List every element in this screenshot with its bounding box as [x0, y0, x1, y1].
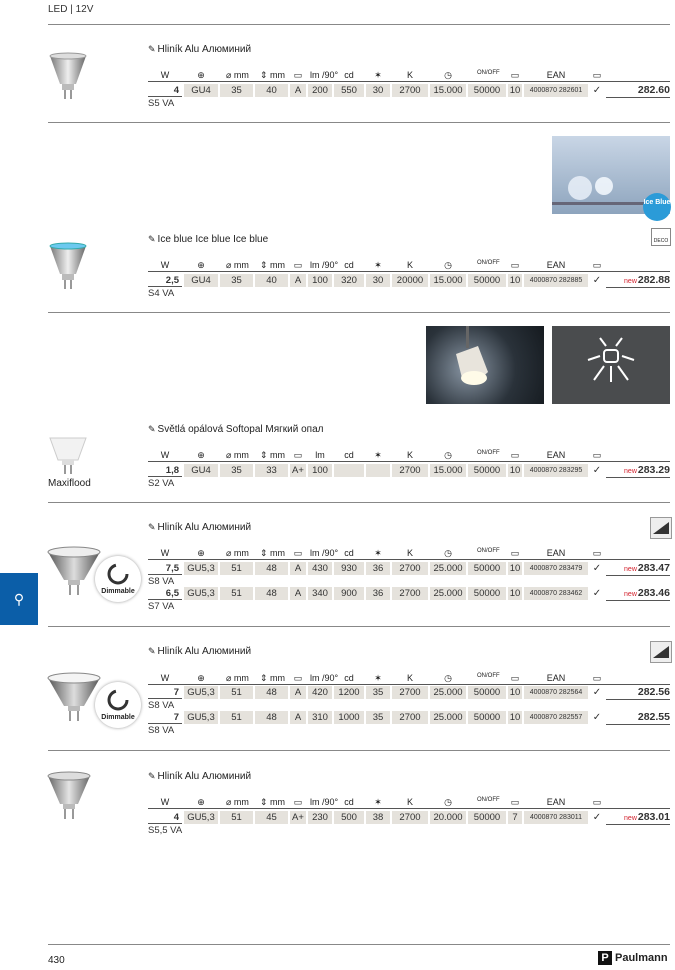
section-divider	[48, 626, 670, 627]
cell-cycles: 50000	[468, 84, 506, 97]
cell-h: 45	[255, 811, 288, 824]
cell-ean: 4000870 283462	[524, 587, 588, 600]
cell-lm: 230	[308, 811, 332, 824]
cell-pack: 10	[509, 275, 521, 286]
article-number: 282.55	[637, 711, 670, 723]
cell-d: 51	[220, 711, 253, 724]
cell-socket: GU5,3	[184, 562, 218, 575]
column-header-cell: ▭	[293, 797, 303, 807]
column-header-cell: EAN	[546, 450, 566, 460]
column-header-cell: cd	[344, 450, 354, 460]
column-header-cell: ✶	[374, 548, 382, 558]
cell-w: 7	[148, 686, 182, 699]
cell-ean: 4000870 283295	[524, 464, 588, 477]
lamp-image-mr11-alu	[48, 52, 88, 107]
column-header-cell: K	[406, 548, 413, 558]
power-consumption-label: S2 VA	[148, 478, 175, 489]
column-header-cell: ⌀ mm	[226, 450, 249, 460]
lamp-image-maxiflood	[48, 436, 88, 481]
column-header-cell: ⌀ mm	[226, 548, 249, 558]
check-icon: ✓	[590, 464, 604, 477]
cell-pack: 10	[509, 85, 521, 96]
section-divider	[48, 122, 670, 123]
cell-d: 51	[220, 562, 253, 575]
cell-life: 25.000	[430, 711, 466, 724]
cell-cd: 320	[334, 274, 364, 287]
new-badge: new	[624, 591, 637, 598]
cell-ean: 4000870 283011	[524, 811, 588, 824]
column-header-cell: ▭	[510, 673, 520, 683]
cell-cls: A	[290, 686, 306, 699]
cell-cls: A	[290, 84, 306, 97]
cell-ean: 4000870 282601	[524, 84, 588, 97]
header-divider	[48, 24, 670, 25]
column-header-cell: lm /90°	[310, 70, 339, 80]
column-header-cell: ▭	[510, 450, 520, 460]
column-header-cell: ▭	[293, 260, 303, 270]
column-header-cell: K	[406, 673, 413, 683]
column-header-cell: ▭	[510, 548, 520, 558]
column-header-cell: lm /90°	[310, 797, 339, 807]
lamp-image-gu53-alu	[46, 770, 92, 827]
column-header-cell: ✶	[374, 673, 382, 683]
cell-lm: 340	[308, 587, 332, 600]
cell-cycles: 50000	[468, 711, 506, 724]
column-header-cell: ▭	[510, 70, 520, 80]
cell-k: 2700	[392, 686, 428, 699]
cell-angle: 35	[366, 711, 390, 724]
cell-angle: 30	[366, 84, 390, 97]
cell-cls: A	[290, 562, 306, 575]
cell-lm: 200	[308, 84, 332, 97]
section-title: ✎ Hliník Alu Алюминий	[148, 646, 252, 657]
cell-cycles: 50000	[468, 686, 506, 699]
cell-life: 15.000	[430, 464, 466, 477]
column-header-cell: W	[160, 673, 170, 683]
cell-lm: 310	[308, 711, 332, 724]
column-header-cell: lm /90°	[310, 260, 339, 270]
power-consumption-label: S8 VA	[148, 725, 175, 736]
column-header-cell: ◷	[444, 450, 452, 460]
cell-cd	[334, 464, 364, 477]
column-header-cell: ▭	[293, 548, 303, 558]
cell-price	[606, 464, 670, 478]
section-divider	[48, 312, 670, 313]
cell-k: 2700	[392, 587, 428, 600]
cell-cls: A	[290, 711, 306, 724]
power-consumption-label: S7 VA	[148, 601, 175, 612]
cell-price	[606, 811, 670, 825]
pen-icon: ✎	[148, 234, 156, 244]
column-header-cell: ⌀ mm	[226, 673, 249, 683]
cell-socket: GU5,3	[184, 811, 218, 824]
pen-icon: ✎	[148, 771, 156, 781]
column-header-cell: ON/OFF	[477, 450, 500, 456]
pen-icon: ✎	[148, 522, 156, 532]
cell-cd: 1000	[334, 711, 364, 724]
cell-w: 4	[148, 84, 182, 97]
softopal-photo	[426, 326, 544, 404]
cell-life: 25.000	[430, 686, 466, 699]
cell-d: 35	[220, 464, 253, 477]
column-header-cell: ◷	[444, 260, 452, 270]
cell-life: 15.000	[430, 84, 466, 97]
dimmer-icon	[650, 641, 672, 663]
cell-h: 40	[255, 84, 288, 97]
section-divider	[48, 502, 670, 503]
cell-k: 2700	[392, 562, 428, 575]
section-title: ✎ Hliník Alu Алюминий	[148, 771, 252, 782]
column-header-cell: ◷	[444, 548, 452, 558]
cell-lm: 100	[308, 274, 332, 287]
column-header-cell: W	[160, 548, 170, 558]
pen-icon: ✎	[148, 424, 156, 434]
column-header-cell: ⌀ mm	[226, 260, 249, 270]
power-consumption-label: S5,5 VA	[148, 825, 183, 836]
cell-pack: 7	[508, 811, 522, 824]
cell-socket: GU5,3	[184, 686, 218, 699]
cell-d: 35	[220, 84, 253, 97]
power-consumption-label: S8 VA	[148, 700, 175, 711]
cell-socket: GU4	[184, 274, 218, 287]
cell-cycles: 50000	[468, 587, 506, 600]
cell-lm: 420	[308, 686, 332, 699]
cell-pack: 10	[509, 465, 521, 476]
power-consumption-label: S5 VA	[148, 98, 175, 109]
cell-ean: 4000870 283479	[524, 562, 588, 575]
cell-w: 7	[148, 711, 182, 724]
cell-k: 20000	[392, 274, 428, 287]
column-header-cell: ⌀ mm	[226, 797, 249, 807]
column-header-cell: ON/OFF	[477, 797, 500, 803]
column-header-cell: cd	[344, 70, 354, 80]
article-number: 283.01	[637, 811, 670, 823]
column-header-cell: ▭	[592, 673, 602, 683]
column-header-cell: ✶	[374, 260, 382, 270]
column-header-cell: W	[160, 450, 170, 460]
article-number: 283.46	[637, 587, 670, 599]
new-badge: new	[624, 815, 637, 822]
cell-w: 1,8	[148, 464, 182, 477]
column-header-cell: ⇕ mm	[260, 260, 286, 270]
column-header-cell: lm	[315, 450, 325, 460]
check-icon: ✓	[590, 686, 604, 699]
column-header-cell: ⊕	[197, 548, 205, 558]
footer-divider	[48, 944, 670, 945]
lamp-icon: ⚲	[13, 591, 25, 607]
cell-ean: 4000870 282885	[524, 274, 588, 287]
new-badge: new	[624, 278, 637, 285]
cell-w: 2,5	[148, 274, 182, 287]
check-icon: ✓	[590, 274, 604, 287]
cell-h: 33	[255, 464, 288, 477]
column-header-cell: W	[160, 70, 170, 80]
dimmable-badge: Dimmable	[95, 682, 141, 728]
column-header-cell: ▭	[592, 450, 602, 460]
column-header-cell: ✶	[374, 70, 382, 80]
column-header-cell: cd	[344, 548, 354, 558]
cell-pack: 10	[509, 563, 521, 574]
cell-cd: 900	[334, 587, 364, 600]
lamp-image-gu53-dimmable-2	[46, 672, 102, 729]
column-header-cell: EAN	[546, 548, 566, 558]
cell-k: 2700	[392, 84, 428, 97]
column-header-cell: EAN	[546, 70, 566, 80]
column-header-cell: ⇕ mm	[260, 450, 286, 460]
cell-cd: 550	[334, 84, 364, 97]
cell-price	[606, 274, 670, 288]
column-header-cell: ▭	[592, 797, 602, 807]
column-header-cell: W	[160, 797, 170, 807]
cell-socket: GU4	[184, 464, 218, 477]
cell-ean: 4000870 282557	[524, 711, 588, 724]
column-header-cell: ▭	[293, 673, 303, 683]
new-badge: new	[624, 468, 637, 475]
brand-mark-icon: P	[598, 951, 612, 965]
ice-blue-badge: Ice Blue	[643, 193, 671, 221]
check-icon: ✓	[590, 84, 604, 97]
brand-logo: P Paulmann	[598, 951, 668, 965]
cell-h: 48	[255, 562, 288, 575]
cell-cd: 930	[334, 562, 364, 575]
column-header-cell: cd	[344, 673, 354, 683]
cell-socket: GU5,3	[184, 587, 218, 600]
cell-w: 7,5	[148, 562, 182, 575]
cell-d: 35	[220, 274, 253, 287]
column-header-cell: ▭	[510, 797, 520, 807]
cell-cls: A	[290, 587, 306, 600]
check-icon: ✓	[590, 811, 604, 824]
cell-life: 25.000	[430, 587, 466, 600]
column-header-cell: ▭	[592, 260, 602, 270]
check-icon: ✓	[590, 711, 604, 724]
cell-d: 51	[220, 811, 253, 824]
cell-cd: 1200	[334, 686, 364, 699]
column-header-cell: ⇕ mm	[260, 673, 286, 683]
cell-k: 2700	[392, 711, 428, 724]
cell-angle: 38	[366, 811, 390, 824]
section-title: ✎ Světlá opálová Softopal Мягкий опал	[148, 424, 324, 435]
column-header-cell: K	[406, 260, 413, 270]
column-header-cell: W	[160, 260, 170, 270]
cell-price	[606, 711, 670, 725]
column-header-cell: ▭	[592, 70, 602, 80]
cell-life: 15.000	[430, 274, 466, 287]
cell-cls: A+	[290, 464, 306, 477]
column-header-cell: ✶	[374, 797, 382, 807]
cell-price	[606, 587, 670, 601]
cell-cd: 500	[334, 811, 364, 824]
cell-h: 48	[255, 587, 288, 600]
column-header-cell: EAN	[546, 673, 566, 683]
column-header-cell: ⊕	[197, 450, 205, 460]
article-number: 282.56	[637, 686, 670, 698]
cell-angle: 35	[366, 686, 390, 699]
page-number: 430	[48, 955, 65, 966]
cell-cycles: 50000	[468, 562, 506, 575]
column-header-cell: EAN	[546, 260, 566, 270]
cell-w: 6,5	[148, 587, 182, 600]
lamp-image-gu53-dimmable	[46, 546, 102, 603]
column-header-cell: ◷	[444, 70, 452, 80]
dimmable-badge: Dimmable	[95, 556, 141, 602]
pen-icon: ✎	[148, 44, 156, 54]
cell-angle: 30	[366, 274, 390, 287]
cell-pack: 10	[509, 588, 521, 599]
section-divider	[48, 750, 670, 751]
column-header-cell: ON/OFF	[477, 548, 500, 554]
cell-life: 20.000	[430, 811, 466, 824]
cell-angle	[366, 464, 390, 477]
cell-socket: GU5,3	[184, 711, 218, 724]
cell-d: 51	[220, 686, 253, 699]
product-name-maxiflood: Maxiflood	[48, 478, 91, 489]
column-header-cell: ON/OFF	[477, 673, 500, 679]
column-header-cell: EAN	[546, 797, 566, 807]
cell-lm: 100	[308, 464, 332, 477]
maxiflood-icon-photo	[552, 326, 670, 404]
cell-ean: 4000870 282564	[524, 686, 588, 699]
column-header-cell: ⊕	[197, 260, 205, 270]
column-header-cell: K	[406, 450, 413, 460]
column-header-cell: ON/OFF	[477, 260, 500, 266]
column-header-cell: ▭	[293, 450, 303, 460]
cell-k: 2700	[392, 464, 428, 477]
column-header-cell: ▭	[293, 70, 303, 80]
cell-cls: A	[290, 274, 306, 287]
check-icon: ✓	[590, 562, 604, 575]
page-header: LED | 12V	[48, 4, 94, 15]
dimmer-icon	[650, 517, 672, 539]
column-header-cell: ◷	[444, 797, 452, 807]
cell-d: 51	[220, 587, 253, 600]
article-number: 283.29	[637, 464, 670, 476]
column-header-cell: ◷	[444, 673, 452, 683]
column-header-cell: lm /90°	[310, 548, 339, 558]
column-header-cell: ⊕	[197, 797, 205, 807]
cell-angle: 36	[366, 587, 390, 600]
column-header-cell: ⇕ mm	[260, 797, 286, 807]
section-title: ✎ Hliník Alu Алюминий	[148, 522, 252, 533]
cell-angle: 36	[366, 562, 390, 575]
cell-cycles: 50000	[468, 811, 506, 824]
column-header-cell: ⇕ mm	[260, 70, 286, 80]
column-header-cell: ▭	[592, 548, 602, 558]
lamp-image-ice-blue	[48, 242, 88, 297]
power-consumption-label: S8 VA	[148, 576, 175, 587]
column-header-cell: ⇕ mm	[260, 548, 286, 558]
cell-pack: 10	[509, 687, 521, 698]
cell-w: 4	[148, 811, 182, 824]
check-icon: ✓	[590, 587, 604, 600]
cell-h: 40	[255, 274, 288, 287]
article-number: 282.88	[637, 274, 670, 286]
power-consumption-label: S4 VA	[148, 288, 175, 299]
article-number: 282.60	[637, 84, 670, 96]
pen-icon: ✎	[148, 646, 156, 656]
column-header-cell: K	[406, 797, 413, 807]
cell-h: 48	[255, 711, 288, 724]
cell-cycles: 50000	[468, 464, 506, 477]
column-header-cell: ✶	[374, 450, 382, 460]
column-header-cell: ▭	[510, 260, 520, 270]
side-tab-lighting[interactable]	[0, 573, 38, 625]
cell-pack: 10	[509, 712, 521, 723]
column-header-cell: ON/OFF	[477, 70, 500, 76]
column-header-cell: ⊕	[197, 70, 205, 80]
cell-price	[606, 686, 670, 700]
column-header-cell: ⊕	[197, 673, 205, 683]
cell-h: 48	[255, 686, 288, 699]
cell-lm: 430	[308, 562, 332, 575]
article-number: 283.47	[637, 562, 670, 574]
cell-life: 25.000	[430, 562, 466, 575]
column-header-cell: cd	[344, 260, 354, 270]
cell-cycles: 50000	[468, 274, 506, 287]
new-badge: new	[624, 566, 637, 573]
cell-k: 2700	[392, 811, 428, 824]
section-title: ✎ Hliník Alu Алюминий	[148, 44, 252, 55]
column-header-cell: K	[406, 70, 413, 80]
cell-cls: A+	[290, 811, 306, 824]
cell-price	[606, 84, 670, 98]
section-title: ✎ Ice blue Ice blue Ice blue	[148, 234, 269, 245]
deco-icon: DECO	[651, 228, 671, 246]
cell-price	[606, 562, 670, 576]
column-header-cell: ⌀ mm	[226, 70, 249, 80]
column-header-cell: lm /90°	[310, 673, 339, 683]
column-header-cell: cd	[344, 797, 354, 807]
cell-socket: GU4	[184, 84, 218, 97]
